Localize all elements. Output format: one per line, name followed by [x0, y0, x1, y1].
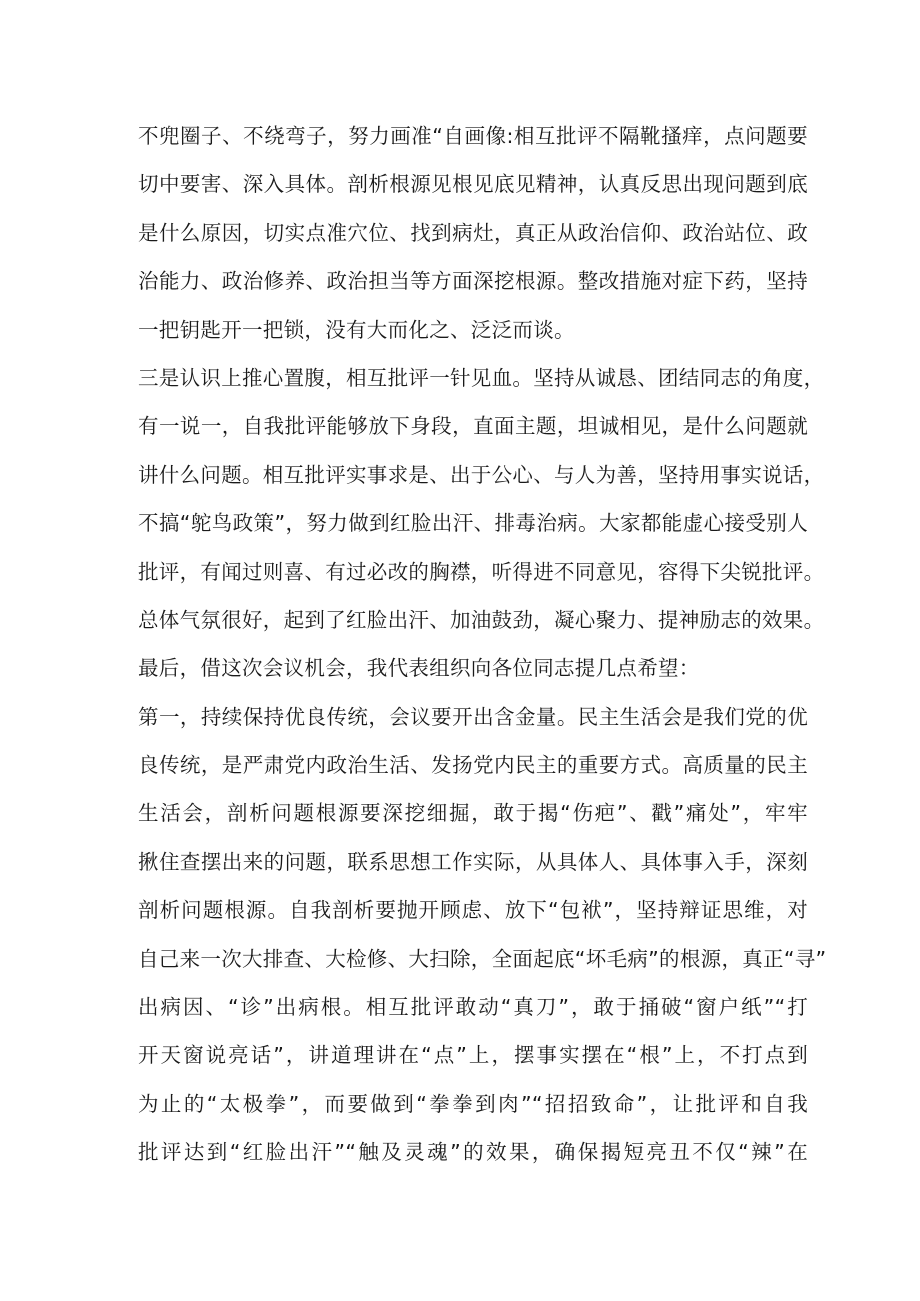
text-line: 出病因、“诊”出病根。相互批评敢动“真刀”，敢于捅破“窗户纸”“打	[138, 995, 808, 1020]
text-line: 剖析问题根源。自我剖析要抛开顾虑、放下“包袱”，坚持辩证思维，对	[138, 898, 808, 923]
text-line: 揪住查摆出来的问题，联系思想工作实际，从具体人、具体事入手，深刻	[138, 849, 808, 874]
document-body	[138, 112, 827, 1177]
text-line: 总体气氛很好，起到了红脸出汗、加油鼓劲，凝心聚力、提神励志的效果。	[138, 607, 825, 632]
text-line: 不搞“鸵鸟政策”，努力做到红脸出汗、排毒治病。大家都能虚心接受别人	[138, 511, 808, 536]
text-line: 第一，持续保持优良传统，会议要开出含金量。民主生活会是我们党的优	[138, 704, 808, 729]
text-line: 不兜圈子、不绕弯子，努力画准“自画像:相互批评不隔靴搔痒，点问题要	[138, 124, 808, 148]
text-line: 自己来一次大排查、大检修、大扫除，全面起底“坏毛病”的根源，真正“寻”	[138, 946, 827, 971]
text-line: 最后，借这次会议机会，我代表组织向各位同志提几点希望：	[138, 656, 700, 681]
text-line: 生活会，剖析问题根源要深挖细掘，敢于揭“伤疤”、戳”痛处”，牢牢	[138, 801, 808, 826]
text-line: 切中要害、深入具体。剖析根源见根见底见精神，认真反思出现问题到底	[138, 172, 808, 197]
text-line: 有一说一，自我批评能够放下身段，直面主题，坦诚相见，是什么问题就	[138, 414, 808, 439]
text-line: 一把钥匙开一把锁，没有大而化之、泛泛而谈。	[138, 317, 575, 342]
text-line: 批评达到“红脸出汗”“触及灵魂”的效果，确保揭短亮丑不仅“辣”在	[138, 1140, 808, 1165]
text-line: 为止的“太极拳”，而要做到“拳拳到肉”“招招致命”，让批评和自我	[138, 1091, 808, 1116]
text-line: 治能力、政治修养、政治担当等方面深挖根源。整改措施对症下药，坚持	[138, 269, 808, 294]
text-line: 是什么原因，切实点准穴位、找到病灶，真正从政治信仰、政治站位、政	[138, 220, 808, 245]
text-line: 开天窗说亮话”，讲道理讲在“点”上，摆事实摆在“根”上，不打点到	[138, 1043, 808, 1068]
text-line: 讲什么问题。相互批评实事求是、出于公心、与人为善，坚持用事实说话，	[138, 462, 825, 487]
text-line: 良传统，是严肃党内政治生活、发扬党内民主的重要方式。高质量的民主	[138, 753, 808, 778]
text-line: 批评，有闻过则喜、有过必改的胸襟，听得进不同意见，容得下尖锐批评。	[138, 559, 825, 584]
text-line: 三是认识上推心置腹，相互批评一针见血。坚持从诚恳、团结同志的角度，	[138, 365, 825, 390]
